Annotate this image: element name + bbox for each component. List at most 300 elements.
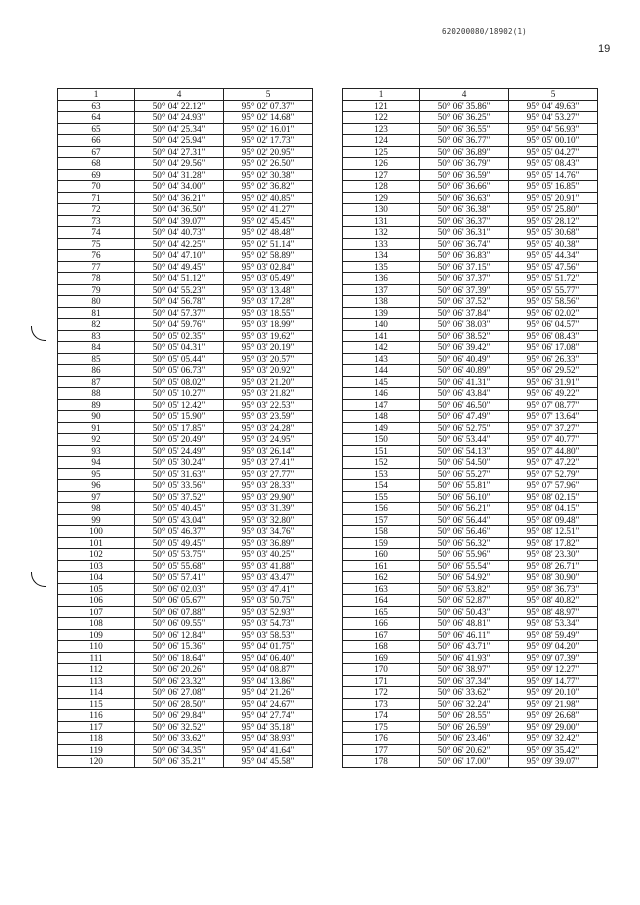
table-row <box>343 457 598 469</box>
column-header-longitude: 5 <box>224 89 313 101</box>
coordinates-table-right <box>342 88 598 768</box>
cell-longitude: 95° 06' 26.33" <box>509 353 598 365</box>
table-row <box>343 135 598 147</box>
cell-latitude: 50° 05' 57.41" <box>135 572 224 584</box>
cell-longitude: 95° 02' 14.68" <box>224 112 313 124</box>
cell-point-number: 116 <box>58 710 135 722</box>
cell-point-number: 132 <box>343 227 420 239</box>
cell-longitude: 95° 08' 12.51" <box>509 526 598 538</box>
cell-point-number: 151 <box>343 445 420 457</box>
cell-point-number: 103 <box>58 560 135 572</box>
cell-point-number: 173 <box>343 698 420 710</box>
cell-latitude: 50° 04' 51.12" <box>135 273 224 285</box>
cell-latitude: 50° 05' 17.85" <box>135 422 224 434</box>
cell-latitude: 50° 05' 31.63" <box>135 468 224 480</box>
cell-point-number: 142 <box>343 342 420 354</box>
cell-point-number: 138 <box>343 296 420 308</box>
table-row <box>343 250 598 262</box>
table-row <box>58 204 313 216</box>
cell-point-number: 174 <box>343 710 420 722</box>
cell-latitude: 50° 05' 30.24" <box>135 457 224 469</box>
cell-point-number: 89 <box>58 399 135 411</box>
table-row <box>58 123 313 135</box>
cell-latitude: 50° 06' 23.46" <box>420 733 509 745</box>
cell-longitude: 95° 03' 34.76" <box>224 526 313 538</box>
cell-point-number: 69 <box>58 169 135 181</box>
cell-point-number: 124 <box>343 135 420 147</box>
cell-point-number: 106 <box>58 595 135 607</box>
cell-longitude: 95° 09' 14.77" <box>509 675 598 687</box>
table-row <box>58 342 313 354</box>
cell-point-number: 139 <box>343 307 420 319</box>
cell-point-number: 172 <box>343 687 420 699</box>
cell-point-number: 72 <box>58 204 135 216</box>
table-row <box>58 526 313 538</box>
cell-latitude: 50° 04' 29.56" <box>135 158 224 170</box>
cell-longitude: 95° 03' 43.47" <box>224 572 313 584</box>
cell-latitude: 50° 06' 38.03" <box>420 319 509 331</box>
cell-latitude: 50° 06' 36.79" <box>420 158 509 170</box>
cell-point-number: 165 <box>343 606 420 618</box>
cell-longitude: 95° 05' 25.80" <box>509 204 598 216</box>
cell-longitude: 95° 07' 13.64" <box>509 411 598 423</box>
cell-point-number: 158 <box>343 526 420 538</box>
cell-longitude: 95° 02' 17.73" <box>224 135 313 147</box>
cell-longitude: 95° 03' 05.49" <box>224 273 313 285</box>
table-header-row <box>343 89 598 101</box>
cell-longitude: 95° 04' 13.86" <box>224 675 313 687</box>
cell-latitude: 50° 06' 20.62" <box>420 744 509 756</box>
cell-longitude: 95° 08' 17.82" <box>509 537 598 549</box>
table-row <box>58 353 313 365</box>
cell-latitude: 50° 06' 36.38" <box>420 204 509 216</box>
table-row <box>343 514 598 526</box>
table-row <box>343 572 598 584</box>
cell-point-number: 73 <box>58 215 135 227</box>
table-row <box>58 192 313 204</box>
table-row <box>343 733 598 745</box>
cell-latitude: 50° 05' 08.02" <box>135 376 224 388</box>
cell-point-number: 170 <box>343 664 420 676</box>
cell-longitude: 95° 05' 55.77" <box>509 284 598 296</box>
cell-point-number: 176 <box>343 733 420 745</box>
cell-longitude: 95° 03' 02.84" <box>224 261 313 273</box>
cell-latitude: 50° 04' 55.23" <box>135 284 224 296</box>
cell-latitude: 50° 06' 36.63" <box>420 192 509 204</box>
table-row <box>343 158 598 170</box>
cell-point-number: 157 <box>343 514 420 526</box>
cell-longitude: 95° 08' 53.34" <box>509 618 598 630</box>
cell-point-number: 167 <box>343 629 420 641</box>
cell-latitude: 50° 06' 56.32" <box>420 537 509 549</box>
cell-latitude: 50° 04' 42.25" <box>135 238 224 250</box>
cell-longitude: 95° 09' 35.42" <box>509 744 598 756</box>
cell-latitude: 50° 06' 36.74" <box>420 238 509 250</box>
cell-latitude: 50° 06' 47.49" <box>420 411 509 423</box>
cell-latitude: 50° 06' 36.77" <box>420 135 509 147</box>
table-row <box>58 181 313 193</box>
cell-point-number: 154 <box>343 480 420 492</box>
cell-point-number: 100 <box>58 526 135 538</box>
cell-point-number: 113 <box>58 675 135 687</box>
table-row <box>343 526 598 538</box>
table-row <box>58 733 313 745</box>
table-row <box>58 319 313 331</box>
cell-point-number: 145 <box>343 376 420 388</box>
cell-latitude: 50° 05' 05.44" <box>135 353 224 365</box>
cell-longitude: 95° 05' 30.68" <box>509 227 598 239</box>
cell-latitude: 50° 06' 46.11" <box>420 629 509 641</box>
cell-point-number: 84 <box>58 342 135 354</box>
cell-point-number: 152 <box>343 457 420 469</box>
cell-longitude: 95° 02' 36.82" <box>224 181 313 193</box>
cell-longitude: 95° 02' 45.45" <box>224 215 313 227</box>
cell-longitude: 95° 03' 17.28" <box>224 296 313 308</box>
cell-point-number: 70 <box>58 181 135 193</box>
table-row <box>343 238 598 250</box>
cell-point-number: 76 <box>58 250 135 262</box>
cell-point-number: 163 <box>343 583 420 595</box>
cell-latitude: 50° 06' 50.43" <box>420 606 509 618</box>
cell-longitude: 95° 09' 21.98" <box>509 698 598 710</box>
table-row <box>343 710 598 722</box>
cell-point-number: 102 <box>58 549 135 561</box>
cell-point-number: 134 <box>343 250 420 262</box>
cell-longitude: 95° 03' 47.41" <box>224 583 313 595</box>
cell-point-number: 143 <box>343 353 420 365</box>
cell-latitude: 50° 04' 39.07" <box>135 215 224 227</box>
cell-point-number: 83 <box>58 330 135 342</box>
cell-latitude: 50° 06' 54.13" <box>420 445 509 457</box>
cell-longitude: 95° 03' 27.77" <box>224 468 313 480</box>
cell-longitude: 95° 06' 02.02" <box>509 307 598 319</box>
cell-latitude: 50° 06' 53.82" <box>420 583 509 595</box>
binding-bracket-mark <box>31 572 46 587</box>
table-row <box>343 445 598 457</box>
table-row <box>58 273 313 285</box>
cell-latitude: 50° 06' 52.75" <box>420 422 509 434</box>
cell-longitude: 95° 04' 08.87" <box>224 664 313 676</box>
cell-point-number: 86 <box>58 365 135 377</box>
table-row <box>58 721 313 733</box>
cell-latitude: 50° 06' 20.26" <box>135 664 224 676</box>
cell-latitude: 50° 06' 33.62" <box>420 687 509 699</box>
cell-point-number: 74 <box>58 227 135 239</box>
table-row <box>343 411 598 423</box>
cell-point-number: 150 <box>343 434 420 446</box>
cell-point-number: 96 <box>58 480 135 492</box>
cell-point-number: 109 <box>58 629 135 641</box>
cell-latitude: 50° 05' 24.49" <box>135 445 224 457</box>
cell-point-number: 127 <box>343 169 420 181</box>
table-header-row <box>58 89 313 101</box>
table-row <box>58 629 313 641</box>
cell-point-number: 117 <box>58 721 135 733</box>
cell-latitude: 50° 05' 43.04" <box>135 514 224 526</box>
cell-point-number: 118 <box>58 733 135 745</box>
table-row <box>343 204 598 216</box>
cell-point-number: 177 <box>343 744 420 756</box>
cell-longitude: 95° 05' 08.43" <box>509 158 598 170</box>
cell-longitude: 95° 07' 08.77" <box>509 399 598 411</box>
cell-point-number: 129 <box>343 192 420 204</box>
cell-longitude: 95° 08' 36.73" <box>509 583 598 595</box>
cell-longitude: 95° 09' 20.10" <box>509 687 598 699</box>
cell-point-number: 149 <box>343 422 420 434</box>
cell-latitude: 50° 06' 36.37" <box>420 215 509 227</box>
table-row <box>58 583 313 595</box>
table-row <box>58 710 313 722</box>
cell-point-number: 91 <box>58 422 135 434</box>
cell-latitude: 50° 06' 35.86" <box>420 100 509 112</box>
cell-longitude: 95° 04' 01.75" <box>224 641 313 653</box>
table-row <box>343 468 598 480</box>
cell-longitude: 95° 03' 28.33" <box>224 480 313 492</box>
document-reference: 620200080/18902(1) <box>442 27 527 36</box>
table-row <box>343 112 598 124</box>
cell-longitude: 95° 06' 08.43" <box>509 330 598 342</box>
cell-longitude: 95° 02' 20.95" <box>224 146 313 158</box>
cell-point-number: 144 <box>343 365 420 377</box>
table-row <box>343 273 598 285</box>
cell-longitude: 95° 03' 31.39" <box>224 503 313 515</box>
cell-longitude: 95° 02' 40.85" <box>224 192 313 204</box>
cell-longitude: 95° 03' 19.62" <box>224 330 313 342</box>
cell-latitude: 50° 06' 37.84" <box>420 307 509 319</box>
table-row <box>343 744 598 756</box>
table-row <box>58 537 313 549</box>
column-header-latitude: 4 <box>135 89 224 101</box>
cell-longitude: 95° 09' 07.39" <box>509 652 598 664</box>
cell-latitude: 50° 06' 36.55" <box>420 123 509 135</box>
cell-longitude: 95° 09' 12.27" <box>509 664 598 676</box>
cell-longitude: 95° 05' 28.12" <box>509 215 598 227</box>
cell-latitude: 50° 06' 43.71" <box>420 641 509 653</box>
cell-latitude: 50° 04' 40.73" <box>135 227 224 239</box>
table-row <box>58 365 313 377</box>
cell-longitude: 95° 04' 27.74" <box>224 710 313 722</box>
table-row <box>343 652 598 664</box>
cell-latitude: 50° 05' 02.35" <box>135 330 224 342</box>
cell-latitude: 50° 06' 54.92" <box>420 572 509 584</box>
table-row <box>343 284 598 296</box>
cell-point-number: 71 <box>58 192 135 204</box>
table-row <box>58 296 313 308</box>
cell-point-number: 133 <box>343 238 420 250</box>
cell-point-number: 168 <box>343 641 420 653</box>
cell-latitude: 50° 06' 37.15" <box>420 261 509 273</box>
cell-latitude: 50° 06' 18.64" <box>135 652 224 664</box>
cell-point-number: 160 <box>343 549 420 561</box>
cell-longitude: 95° 02' 48.48" <box>224 227 313 239</box>
table-row <box>343 100 598 112</box>
table-row <box>58 606 313 618</box>
cell-longitude: 95° 02' 30.38" <box>224 169 313 181</box>
cell-point-number: 78 <box>58 273 135 285</box>
cell-point-number: 119 <box>58 744 135 756</box>
cell-point-number: 75 <box>58 238 135 250</box>
cell-latitude: 50° 06' 38.52" <box>420 330 509 342</box>
cell-point-number: 115 <box>58 698 135 710</box>
cell-longitude: 95° 04' 24.67" <box>224 698 313 710</box>
table-row <box>58 698 313 710</box>
table-row <box>343 675 598 687</box>
cell-point-number: 171 <box>343 675 420 687</box>
table-row <box>343 664 598 676</box>
cell-longitude: 95° 05' 47.56" <box>509 261 598 273</box>
table-row <box>58 112 313 124</box>
cell-latitude: 50° 06' 37.39" <box>420 284 509 296</box>
cell-longitude: 95° 04' 41.64" <box>224 744 313 756</box>
cell-latitude: 50° 06' 46.50" <box>420 399 509 411</box>
cell-longitude: 95° 05' 40.38" <box>509 238 598 250</box>
cell-point-number: 85 <box>58 353 135 365</box>
cell-latitude: 50° 06' 09.55" <box>135 618 224 630</box>
table-row <box>58 135 313 147</box>
cell-latitude: 50° 05' 10.27" <box>135 388 224 400</box>
table-row <box>343 491 598 503</box>
cell-latitude: 50° 06' 29.84" <box>135 710 224 722</box>
table-row <box>343 296 598 308</box>
table-row <box>58 434 313 446</box>
cell-latitude: 50° 06' 36.66" <box>420 181 509 193</box>
cell-point-number: 178 <box>343 756 420 768</box>
cell-latitude: 50° 06' 36.89" <box>420 146 509 158</box>
cell-point-number: 148 <box>343 411 420 423</box>
cell-latitude: 50° 05' 55.68" <box>135 560 224 572</box>
cell-latitude: 50° 05' 04.31" <box>135 342 224 354</box>
cell-longitude: 95° 06' 29.52" <box>509 365 598 377</box>
cell-latitude: 50° 06' 39.42" <box>420 342 509 354</box>
cell-latitude: 50° 05' 06.73" <box>135 365 224 377</box>
table-row <box>58 238 313 250</box>
cell-latitude: 50° 06' 43.84" <box>420 388 509 400</box>
cell-longitude: 95° 09' 04.20" <box>509 641 598 653</box>
cell-latitude: 50° 04' 24.93" <box>135 112 224 124</box>
cell-longitude: 95° 04' 21.26" <box>224 687 313 699</box>
cell-point-number: 135 <box>343 261 420 273</box>
cell-point-number: 164 <box>343 595 420 607</box>
table-row <box>58 457 313 469</box>
cell-latitude: 50° 04' 25.34" <box>135 123 224 135</box>
table-row <box>58 514 313 526</box>
cell-longitude: 95° 09' 29.00" <box>509 721 598 733</box>
table-row <box>58 100 313 112</box>
cell-latitude: 50° 06' 37.34" <box>420 675 509 687</box>
cell-point-number: 121 <box>343 100 420 112</box>
table-row <box>58 618 313 630</box>
cell-latitude: 50° 06' 41.31" <box>420 376 509 388</box>
cell-point-number: 101 <box>58 537 135 549</box>
cell-latitude: 50° 06' 55.81" <box>420 480 509 492</box>
cell-point-number: 175 <box>343 721 420 733</box>
cell-latitude: 50° 06' 36.83" <box>420 250 509 262</box>
cell-latitude: 50° 06' 17.00" <box>420 756 509 768</box>
coordinates-table-left <box>57 88 313 768</box>
cell-point-number: 90 <box>58 411 135 423</box>
table-row <box>343 261 598 273</box>
cell-longitude: 95° 03' 24.28" <box>224 422 313 434</box>
table-row <box>58 572 313 584</box>
cell-point-number: 66 <box>58 135 135 147</box>
cell-longitude: 95° 03' 18.55" <box>224 307 313 319</box>
cell-latitude: 50° 06' 36.25" <box>420 112 509 124</box>
cell-latitude: 50° 06' 32.52" <box>135 721 224 733</box>
cell-longitude: 95° 09' 26.68" <box>509 710 598 722</box>
cell-longitude: 95° 03' 20.19" <box>224 342 313 354</box>
cell-longitude: 95° 08' 59.49" <box>509 629 598 641</box>
cell-latitude: 50° 05' 53.75" <box>135 549 224 561</box>
cell-point-number: 94 <box>58 457 135 469</box>
table-row <box>58 307 313 319</box>
table-row <box>343 537 598 549</box>
table-row <box>58 399 313 411</box>
cell-point-number: 111 <box>58 652 135 664</box>
cell-longitude: 95° 06' 31.91" <box>509 376 598 388</box>
cell-longitude: 95° 05' 44.34" <box>509 250 598 262</box>
cell-longitude: 95° 03' 21.20" <box>224 376 313 388</box>
table-row <box>343 503 598 515</box>
table-row <box>343 146 598 158</box>
table-row <box>58 376 313 388</box>
cell-point-number: 162 <box>343 572 420 584</box>
cell-longitude: 95° 03' 32.80" <box>224 514 313 526</box>
cell-longitude: 95° 04' 06.40" <box>224 652 313 664</box>
cell-point-number: 93 <box>58 445 135 457</box>
cell-point-number: 153 <box>343 468 420 480</box>
table-row <box>58 468 313 480</box>
cell-longitude: 95° 02' 07.37" <box>224 100 313 112</box>
table-row <box>58 169 313 181</box>
cell-longitude: 95° 08' 40.82" <box>509 595 598 607</box>
cell-latitude: 50° 06' 05.67" <box>135 595 224 607</box>
cell-point-number: 67 <box>58 146 135 158</box>
cell-longitude: 95° 08' 26.71" <box>509 560 598 572</box>
cell-latitude: 50° 06' 07.88" <box>135 606 224 618</box>
cell-latitude: 50° 06' 48.81" <box>420 618 509 630</box>
cell-latitude: 50° 06' 38.97" <box>420 664 509 676</box>
table-row <box>343 123 598 135</box>
table-row <box>343 698 598 710</box>
page-number: 19 <box>598 43 611 55</box>
cell-point-number: 114 <box>58 687 135 699</box>
cell-point-number: 122 <box>343 112 420 124</box>
cell-point-number: 87 <box>58 376 135 388</box>
column-header-longitude: 5 <box>509 89 598 101</box>
cell-latitude: 50° 06' 56.21" <box>420 503 509 515</box>
table-row <box>58 422 313 434</box>
table-row <box>343 342 598 354</box>
table-row <box>343 181 598 193</box>
table-row <box>343 641 598 653</box>
cell-latitude: 50° 06' 37.52" <box>420 296 509 308</box>
cell-point-number: 97 <box>58 491 135 503</box>
table-row <box>58 388 313 400</box>
cell-point-number: 147 <box>343 399 420 411</box>
table-row <box>343 365 598 377</box>
cell-latitude: 50° 05' 37.52" <box>135 491 224 503</box>
cell-longitude: 95° 03' 52.93" <box>224 606 313 618</box>
table-row <box>58 284 313 296</box>
cell-latitude: 50° 05' 46.37" <box>135 526 224 538</box>
cell-point-number: 146 <box>343 388 420 400</box>
cell-point-number: 155 <box>343 491 420 503</box>
cell-longitude: 95° 02' 51.14" <box>224 238 313 250</box>
table-row <box>58 756 313 768</box>
cell-latitude: 50° 06' 54.50" <box>420 457 509 469</box>
cell-latitude: 50° 04' 36.50" <box>135 204 224 216</box>
cell-longitude: 95° 02' 16.01" <box>224 123 313 135</box>
